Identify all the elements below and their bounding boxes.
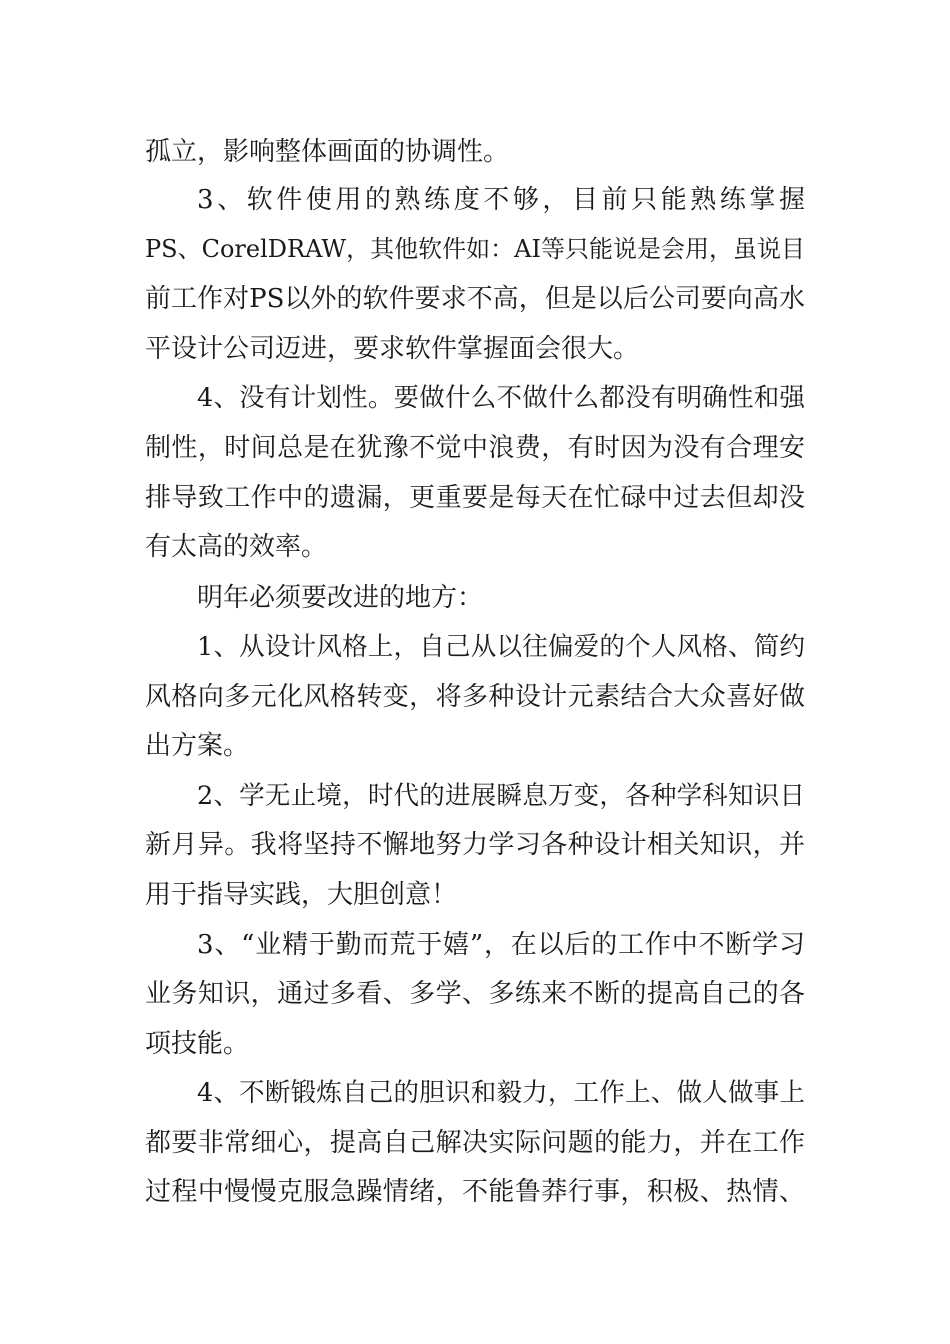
text-line: 明年必须要改进的地方： bbox=[197, 583, 484, 613]
text-line: PS、CorelDRAW，其他软件如：AI等只能说是会用，虽说目 bbox=[145, 235, 805, 263]
text-line: 孤立，影响整体画面的协调性。 bbox=[145, 137, 510, 167]
text-line: 有太高的效率。 bbox=[145, 532, 328, 562]
text-line: 业务知识，通过多看、多学、多练来不断的提高自己的各 bbox=[145, 979, 805, 1009]
text-line: 3、软件使用的熟练度不够，目前只能熟练掌握 bbox=[197, 185, 805, 215]
text-line: 过程中慢慢克服急躁情绪，不能鲁莽行事，积极、热情、 bbox=[145, 1177, 805, 1207]
text-line: 用于指导实践，大胆创意！ bbox=[145, 880, 458, 910]
text-line: 1、从设计风格上，自己从以往偏爱的个人风格、简约 bbox=[197, 632, 805, 662]
text-line: 平设计公司迈进，要求软件掌握面会很大。 bbox=[145, 334, 640, 364]
text-line: 3、“业精于勤而荒于嬉”，在以后的工作中不断学习 bbox=[197, 930, 805, 960]
text-line: 出方案。 bbox=[145, 731, 250, 761]
text-line: 4、没有计划性。要做什么不做什么都没有明确性和强 bbox=[197, 383, 805, 413]
text-line: 4、不断锻炼自己的胆识和毅力，工作上、做人做事上 bbox=[197, 1078, 805, 1108]
text-line: 排导致工作中的遗漏，更重要是每天在忙碌中过去但却没 bbox=[145, 483, 805, 513]
text-line: 2、学无止境，时代的进展瞬息万变，各种学科知识日 bbox=[197, 781, 805, 811]
text-line: 制性，时间总是在犹豫不觉中浪费，有时因为没有合理安 bbox=[145, 433, 805, 463]
text-line: 前工作对PS以外的软件要求不高，但是以后公司要向高水 bbox=[145, 284, 805, 314]
text-line: 风格向多元化风格转变，将多种设计元素结合大众喜好做 bbox=[145, 682, 805, 712]
text-line: 新月异。我将坚持不懈地努力学习各种设计相关知识，并 bbox=[145, 830, 805, 860]
text-line: 都要非常细心，提高自己解决实际问题的能力，并在工作 bbox=[145, 1128, 805, 1158]
text-line: 项技能。 bbox=[145, 1029, 250, 1059]
